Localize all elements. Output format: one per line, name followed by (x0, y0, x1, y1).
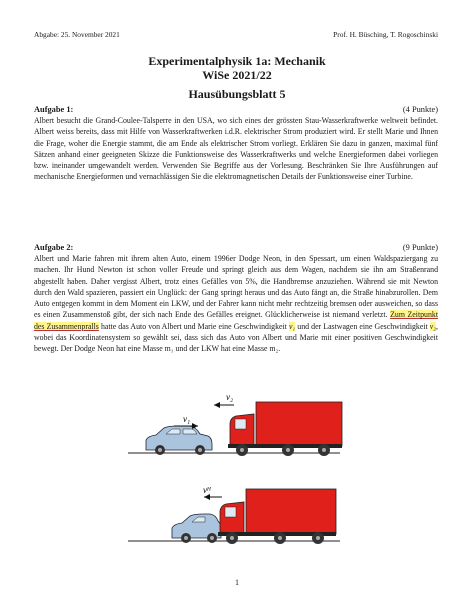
task2-text-b: hatte das Auto von Albert und Marie eine Geschwindigkeit (98, 321, 289, 331)
task1-text: Albert besucht die Grand-Coulee-Talsperre in den USA, wo sich eines der grössten Stau-Wasserkraftwerke weltweit befindet. Albert weiss bereits, dass mit Hilfe von Wasserkraftwerken i.d.R. elektrischer Strom produziert wird. Er stellt Marie und Ihnen die Frage, woher die Energie stammt, die am Ende als elektrischer Strom vorliegt. Erklären Sie dazu in ganzen, maximal fünf Sätzen anhand einer geeigneten Skizze die Funktionsweise des Wasserkraftwerks und welche Energieformen dabei vorliegen bzw. ineinander umgewandelt werden. Verwenden Sie Begriffe aus der Vorlesung. Beschränken Sie Ihre Ausführungen auf mechanische Energieformen und vernachlässigen Sie die elektromagnetischen Details der Funktionsweise einer Turbine. (34, 116, 438, 182)
task2-heading (34, 243, 438, 252)
semester-title: WiSe 2021/22 (202, 68, 272, 82)
task2-text-a: Albert und Marie fahren mit ihrem alten Auto, einem 1996er Dodge Neon, in den Spessart, um einen Waldspaziergang zu machen. Ihr Hund Newton ist schon voller Freude und springt gleich aus dem Wagen, nachdem sie ihn am Straßenrand abgestellt haben. Daher vergisst Albert, trotz eines Gefälles von 5%, die Handbremse anzuziehen. Während sie mit Newton durch den Wald spazieren, passiert ein Unglück: der Gang springt heraus und das Auto fängt an, die Straße hinabzurollen. Dem Auto entgegen kommt in dem Moment ein LKW, und der Fahrer kann nicht mehr rechtzeitig bremsen oder ausweichen, so dass es einen Zusammenstoß gibt, der sich nach Ende des Gefälles ereignet. Glücklicherweise ist niemand verletzt. (34, 254, 438, 320)
task2-title: Aufgabe 2: (34, 243, 74, 252)
task2-points: (9 Punkte) (402, 243, 438, 252)
task2-text-d: , wobei das Koordinatensystem so gewählt sei, dass sich das Auto von Albert und Marie mit einer positiven Geschwindigkeit bewegt. Der Dodge Neon hat eine Masse m₁ und der LKW hat eine Masse m₂. (34, 321, 438, 353)
task1-title: Aufgabe 1: (34, 105, 74, 114)
sheet-title: Hausübungsblatt 5 (188, 87, 286, 101)
task1-heading (34, 105, 438, 114)
page-number: 1 (235, 578, 239, 587)
truck-after (218, 489, 336, 544)
instructors: Prof. H. Büsching, T. Rogoschinski (333, 30, 438, 39)
collision-figure-after (128, 475, 344, 547)
submission-date: Abgabe: 25. November 2021 (34, 30, 120, 39)
truck-cargo-box (246, 489, 336, 534)
course-title: Experimentalphysik 1a: Mechanik (148, 54, 326, 68)
task1-points: (4 Punkte) (402, 105, 438, 114)
task2-v1: v₁ (288, 321, 296, 331)
label-vf: vᴴ (203, 485, 211, 495)
car-before (146, 426, 212, 455)
truck-before (228, 402, 342, 456)
collision-figure-before (128, 388, 344, 460)
page-header (34, 30, 438, 39)
car-after (172, 514, 221, 543)
task2-text (34, 253, 438, 354)
task2-highlight: Zum Zeitpunkt des Zusammenpralls (34, 310, 438, 331)
label-v1: v₁ (183, 414, 191, 424)
label-v2: v₂ (226, 392, 234, 402)
truck-cargo-box (256, 402, 342, 446)
task2-v2: v₂ (429, 321, 437, 331)
arrow-v2 (214, 402, 234, 408)
task2-text-c: und der Lastwagen eine Geschwindigkeit (295, 321, 430, 331)
